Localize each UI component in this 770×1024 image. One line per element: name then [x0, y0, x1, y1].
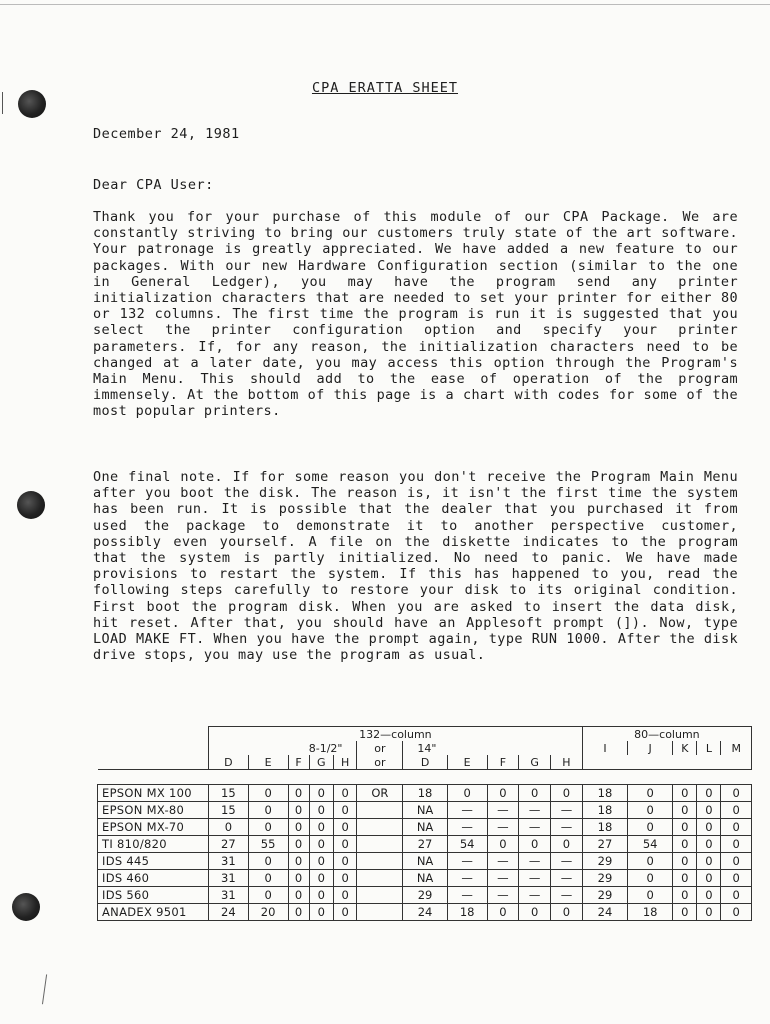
code-cell: 0: [721, 785, 752, 802]
code-cell: [357, 836, 403, 853]
salutation: Dear CPA User:: [93, 177, 214, 193]
code-cell: [357, 870, 403, 887]
code-cell: 0: [209, 819, 249, 836]
table-row: [98, 870, 752, 887]
col-header-e: E: [248, 755, 288, 770]
pen-mark: [42, 974, 57, 1005]
printer-name-cell: EPSON MX-70: [98, 819, 209, 836]
code-cell: 0: [721, 887, 752, 904]
code-cell: 0: [551, 785, 583, 802]
col-header-80-spacer: [582, 755, 751, 770]
code-cell: —: [447, 853, 487, 870]
code-cell: [357, 819, 403, 836]
code-cell: [357, 887, 403, 904]
code-cell: 0: [673, 904, 697, 921]
code-cell: 0: [288, 819, 309, 836]
code-cell: 18: [403, 785, 447, 802]
sub-header-or: or: [357, 741, 403, 755]
col-header-i: I: [582, 741, 627, 755]
code-cell: 15: [209, 785, 249, 802]
code-cell: 0: [288, 802, 309, 819]
code-cell: —: [447, 802, 487, 819]
code-cell: —: [447, 887, 487, 904]
code-cell: 18: [628, 904, 673, 921]
code-cell: 0: [721, 853, 752, 870]
code-cell: 15: [209, 802, 249, 819]
table-corner: [98, 727, 209, 770]
code-cell: 0: [487, 904, 519, 921]
code-cell: 0: [288, 887, 309, 904]
col-header-f14: F: [487, 755, 519, 770]
code-cell: 0: [309, 819, 333, 836]
code-cell: 0: [248, 887, 288, 904]
table-row: [98, 853, 752, 870]
printer-name-cell: IDS 445: [98, 853, 209, 870]
code-cell: 0: [721, 819, 752, 836]
code-cell: 55: [248, 836, 288, 853]
code-cell: 0: [288, 853, 309, 870]
code-cell: —: [519, 819, 551, 836]
table-header-separator: [98, 770, 752, 785]
printer-name-cell: TI 810/820: [98, 836, 209, 853]
code-cell: 0: [288, 870, 309, 887]
code-cell: 18: [582, 785, 627, 802]
code-cell: —: [519, 887, 551, 904]
printer-name-cell: EPSON MX-80: [98, 802, 209, 819]
code-cell: 27: [403, 836, 447, 853]
document-title: CPA ERATTA SHEET: [311, 80, 459, 96]
code-cell: 0: [673, 836, 697, 853]
code-cell: NA: [403, 870, 447, 887]
code-cell: 29: [582, 870, 627, 887]
code-cell: 0: [333, 802, 357, 819]
code-cell: 27: [582, 836, 627, 853]
code-cell: 0: [673, 887, 697, 904]
code-cell: 0: [309, 836, 333, 853]
code-cell: NA: [403, 853, 447, 870]
code-cell: 0: [519, 904, 551, 921]
code-cell: NA: [403, 802, 447, 819]
punch-hole-bottom: [12, 893, 40, 921]
code-cell: 0: [697, 904, 721, 921]
code-cell: 0: [309, 802, 333, 819]
code-cell: [357, 853, 403, 870]
code-cell: 18: [582, 802, 627, 819]
table-body: [98, 785, 752, 921]
code-cell: 0: [628, 802, 673, 819]
code-cell: 0: [551, 836, 583, 853]
code-cell: 18: [447, 904, 487, 921]
code-cell: 0: [333, 819, 357, 836]
code-cell: 0: [721, 836, 752, 853]
code-cell: 24: [209, 904, 249, 921]
punch-hole-middle: [17, 491, 45, 519]
body-paragraph-1: Thank you for your purchase of this module of our CPA Package. We are constantly striving to bring our customers truly state of the art software. Your patronage is greatly appreciated. We have added a new feature to our packages. With our new Hardware Configuration section (similar to the one in General Ledger), you may have the program send any printer initialization characters that are needed to set your printer for either 80 or 132 columns. The first time the program is run it is suggested that you select the printer configuration option and specify your printer parameters. If, for any reason, the initialization characters need to be changed at a later date, you may access this option through the Program's Main Menu. This should add to the ease of operation of the program immensely. At the bottom of this page is a chart with codes for some of the most popular printers.: [93, 209, 738, 420]
code-cell: 0: [333, 785, 357, 802]
sub-header-14-inch: 14": [403, 741, 582, 755]
table-row: [98, 904, 752, 921]
code-cell: 0: [248, 853, 288, 870]
body-paragraph-2: One final note. If for some reason you don't receive the Program Main Menu after you boot the disk. The reason is, it isn't the first time the system has been run. It is possible that the dealer that you purchased it from used the package to demonstrate it to another perspective customer, possibly even yourself. A file on the diskette indicates to the program that the system is partly initialized. No need to panic. We have made provisions to restart the system. If this has happened to you, read the following steps carefully to restore your disk to its original condition. First boot the program disk. When you are asked to insert the data disk, hit reset. After that, you should have an Applesoft prompt (]). Now, type LOAD MAKE FT. When you have the prompt again, type RUN 1000. After the disk drive stops, you may use the program as usual.: [93, 469, 738, 664]
code-cell: 0: [309, 853, 333, 870]
code-cell: 31: [209, 870, 249, 887]
code-cell: 0: [628, 887, 673, 904]
code-cell: —: [519, 853, 551, 870]
col-header-k: K: [673, 741, 697, 755]
code-cell: 0: [519, 785, 551, 802]
code-cell: 31: [209, 887, 249, 904]
code-cell: 54: [447, 836, 487, 853]
code-cell: 0: [697, 870, 721, 887]
code-cell: 0: [333, 870, 357, 887]
code-cell: —: [551, 819, 583, 836]
code-cell: —: [447, 870, 487, 887]
header-separator-cell: [98, 770, 752, 785]
col-header-e14: E: [447, 755, 487, 770]
code-cell: 29: [582, 853, 627, 870]
code-cell: —: [519, 802, 551, 819]
code-cell: 27: [209, 836, 249, 853]
col-header-j: J: [628, 741, 673, 755]
table-row: [98, 887, 752, 904]
page-top-edge: [0, 4, 770, 5]
code-cell: 0: [697, 853, 721, 870]
col-header-h: H: [333, 755, 357, 770]
printer-name-cell: IDS 560: [98, 887, 209, 904]
code-cell: 0: [487, 785, 519, 802]
code-cell: 0: [721, 870, 752, 887]
col-header-or: or: [357, 755, 403, 770]
code-cell: 0: [333, 887, 357, 904]
code-cell: [357, 904, 403, 921]
code-cell: [357, 802, 403, 819]
code-cell: 0: [447, 785, 487, 802]
code-cell: 0: [628, 785, 673, 802]
code-cell: —: [487, 802, 519, 819]
code-cell: —: [487, 887, 519, 904]
col-header-f: F: [288, 755, 309, 770]
code-cell: 31: [209, 853, 249, 870]
printer-name-cell: EPSON MX 100: [98, 785, 209, 802]
code-cell: NA: [403, 819, 447, 836]
printer-name-cell: ANADEX 9501: [98, 904, 209, 921]
table-row: [98, 819, 752, 836]
col-header-d14: D: [403, 755, 447, 770]
code-cell: —: [551, 802, 583, 819]
code-cell: 0: [248, 802, 288, 819]
code-cell: 20: [248, 904, 288, 921]
col-header-g: G: [309, 755, 333, 770]
code-cell: 0: [309, 870, 333, 887]
code-cell: —: [447, 819, 487, 836]
code-cell: 0: [628, 853, 673, 870]
code-cell: 0: [309, 904, 333, 921]
code-cell: 0: [519, 836, 551, 853]
code-cell: —: [519, 870, 551, 887]
code-cell: —: [487, 853, 519, 870]
table-row: [98, 785, 752, 802]
printer-codes-table: [97, 726, 752, 921]
code-cell: 0: [551, 904, 583, 921]
table-row: [98, 836, 752, 853]
group-132-column: 132—column: [209, 727, 583, 742]
table-row: [98, 802, 752, 819]
code-cell: 0: [333, 904, 357, 921]
code-cell: 29: [582, 887, 627, 904]
code-cell: 0: [697, 785, 721, 802]
code-cell: —: [551, 853, 583, 870]
code-cell: —: [551, 870, 583, 887]
code-cell: 0: [309, 785, 333, 802]
col-header-l: L: [697, 741, 721, 755]
code-cell: 24: [582, 904, 627, 921]
code-cell: 54: [628, 836, 673, 853]
code-cell: 0: [333, 836, 357, 853]
code-cell: 0: [673, 819, 697, 836]
code-cell: 0: [673, 785, 697, 802]
code-cell: 24: [403, 904, 447, 921]
printer-name-cell: IDS 460: [98, 870, 209, 887]
col-header-g14: G: [519, 755, 551, 770]
code-cell: 0: [309, 887, 333, 904]
col-header-d: D: [209, 755, 249, 770]
code-cell: 0: [248, 819, 288, 836]
code-cell: OR: [357, 785, 403, 802]
code-cell: —: [551, 887, 583, 904]
code-cell: 0: [628, 819, 673, 836]
code-cell: 0: [288, 785, 309, 802]
sub-header-8-5-inch: 8-1/2": [209, 741, 357, 755]
code-cell: 18: [582, 819, 627, 836]
code-cell: 0: [288, 904, 309, 921]
code-cell: 0: [628, 870, 673, 887]
col-header-m: M: [721, 741, 752, 755]
code-cell: 0: [673, 853, 697, 870]
code-cell: 0: [721, 802, 752, 819]
code-cell: 0: [673, 802, 697, 819]
code-cell: 0: [697, 802, 721, 819]
document-date: December 24, 1981: [93, 126, 240, 142]
code-cell: 0: [333, 853, 357, 870]
code-cell: 0: [721, 904, 752, 921]
code-cell: 0: [697, 819, 721, 836]
code-cell: 0: [487, 836, 519, 853]
code-cell: 0: [697, 887, 721, 904]
code-cell: 0: [248, 785, 288, 802]
group-80-column: 80—column: [582, 727, 751, 742]
code-cell: —: [487, 819, 519, 836]
code-cell: 0: [673, 870, 697, 887]
code-cell: 29: [403, 887, 447, 904]
code-cell: 0: [248, 870, 288, 887]
code-cell: 0: [288, 836, 309, 853]
table-header-group-row: [98, 727, 752, 742]
code-cell: —: [487, 870, 519, 887]
col-header-h14: H: [551, 755, 583, 770]
code-cell: 0: [697, 836, 721, 853]
